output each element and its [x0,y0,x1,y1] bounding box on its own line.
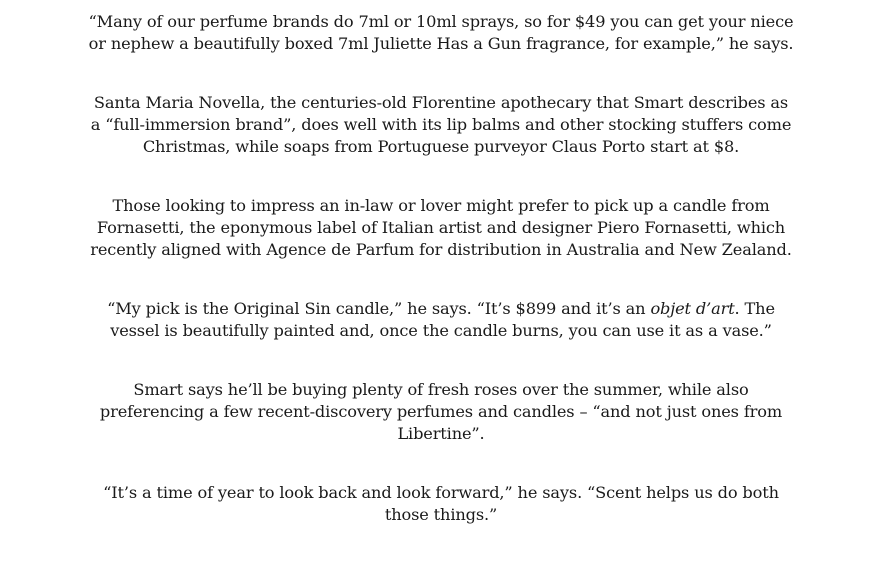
paragraph-text-before: “My pick is the Original Sin candle,” he says. “It’s $899 and it’s an [107,299,651,318]
paragraph-santa-maria-novella: Santa Maria Novella, the centuries-old Florentine apothecary that Smart describes as a “full-immersion brand”, does well with its lip balms and other stocking stuffers come Christmas, while soaps from Portuguese purveyor Claus Porto start at $8. [90,93,792,156]
paragraph-original-sin-candle [88,298,794,342]
paragraph-text-after: . The vessel is beautifully painted and, once the candle burns, you can use it as a vase.” [110,299,775,340]
paragraph-perfume-sprays: “Many of our perfume brands do 7ml or 10ml sprays, so for $49 you can get your niece or nephew a beautifully boxed 7ml Juliette Has a Gun fragrance, for example,” he says. [88,12,794,53]
paragraph-fresh-roses: Smart says he’ll be buying plenty of fresh roses over the summer, while also preferencing a few recent-discovery perfumes and candles – “and not just ones from Libertine”. [99,380,783,443]
paragraph-closing-quote: “It’s a time of year to look back and look forward,” he says. “Scent helps us do both those things.” [103,483,779,524]
article-body [88,11,794,563]
paragraph-fornasetti: Those looking to impress an in-law or lover might prefer to pick up a candle from Fornasetti, the eponymous label of Italian artist and designer Piero Fornasetti, which recently aligned with Agence de Parfum for distribution in Australia and New Zealand. [90,196,792,259]
italic-phrase: objet d’art [650,299,735,318]
